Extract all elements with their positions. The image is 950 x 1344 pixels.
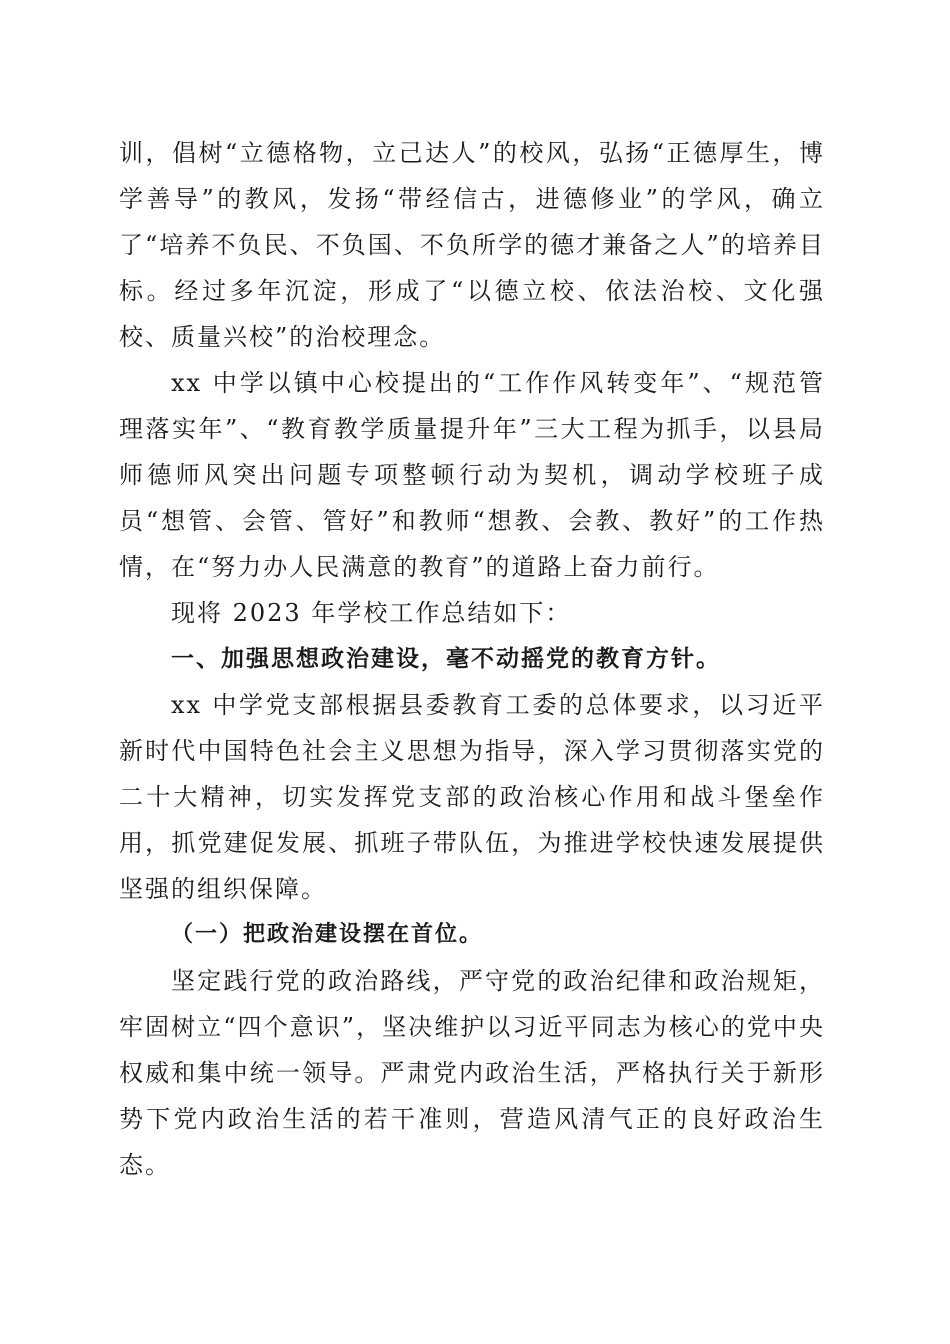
paragraph-political-line: 坚定践行党的政治路线，严守党的政治纪律和政治规矩，牢固树立“四个意识”，坚决维护以习近平同志为核心的党中央权威和集中统一领导。严肃党内政治生活，严格执行关于新形势下党内政治生活的若干准则，营造风清气正的良好政治生态。 [119,967,825,1179]
paragraph-summary-intro: 现将 2023 年学校工作总结如下： [171,599,572,627]
paragraph-school-projects: xx 中学以镇中心校提出的“工作作风转变年”、“规范管理落实年”、“教育教学质量提升年”三大工程为抓手，以县局师德师风突出问题专项整顿行动为契机，调动学校班子成员“想管、会管、管好”和教师“想教、会教、教好”的工作热情，在“努力办人民满意的教育”的道路上奋力前行。 [119,369,825,581]
paragraph-party-branch: xx 中学党支部根据县委教育工委的总体要求，以习近平新时代中国特色社会主义思想为指导，深入学习贯彻落实党的二十大精神，切实发挥党支部的政治核心作用和战斗堡垒作用，抓党建促发展、抓班子带队伍，为推进学校快速发展提供坚强的组织保障。 [119,691,825,903]
paragraph-school-culture: 训，倡树“立德格物，立己达人”的校风，弘扬“正德厚生，博学善导”的教风，发扬“带经信古，进德修业”的学风，确立了“培养不负民、不负国、不负所学的德才兼备之人”的培养目标。经过多年沉淀，形成了“以德立校、依法治校、文化强校、质量兴校”的治校理念。 [119,139,825,351]
section-heading-political-building: 一、加强思想政治建设，毫不动摇党的教育方针。 [171,646,721,672]
subsection-heading-political-priority: （一）把政治建设摆在首位。 [171,922,484,947]
document-body [119,130,825,1188]
